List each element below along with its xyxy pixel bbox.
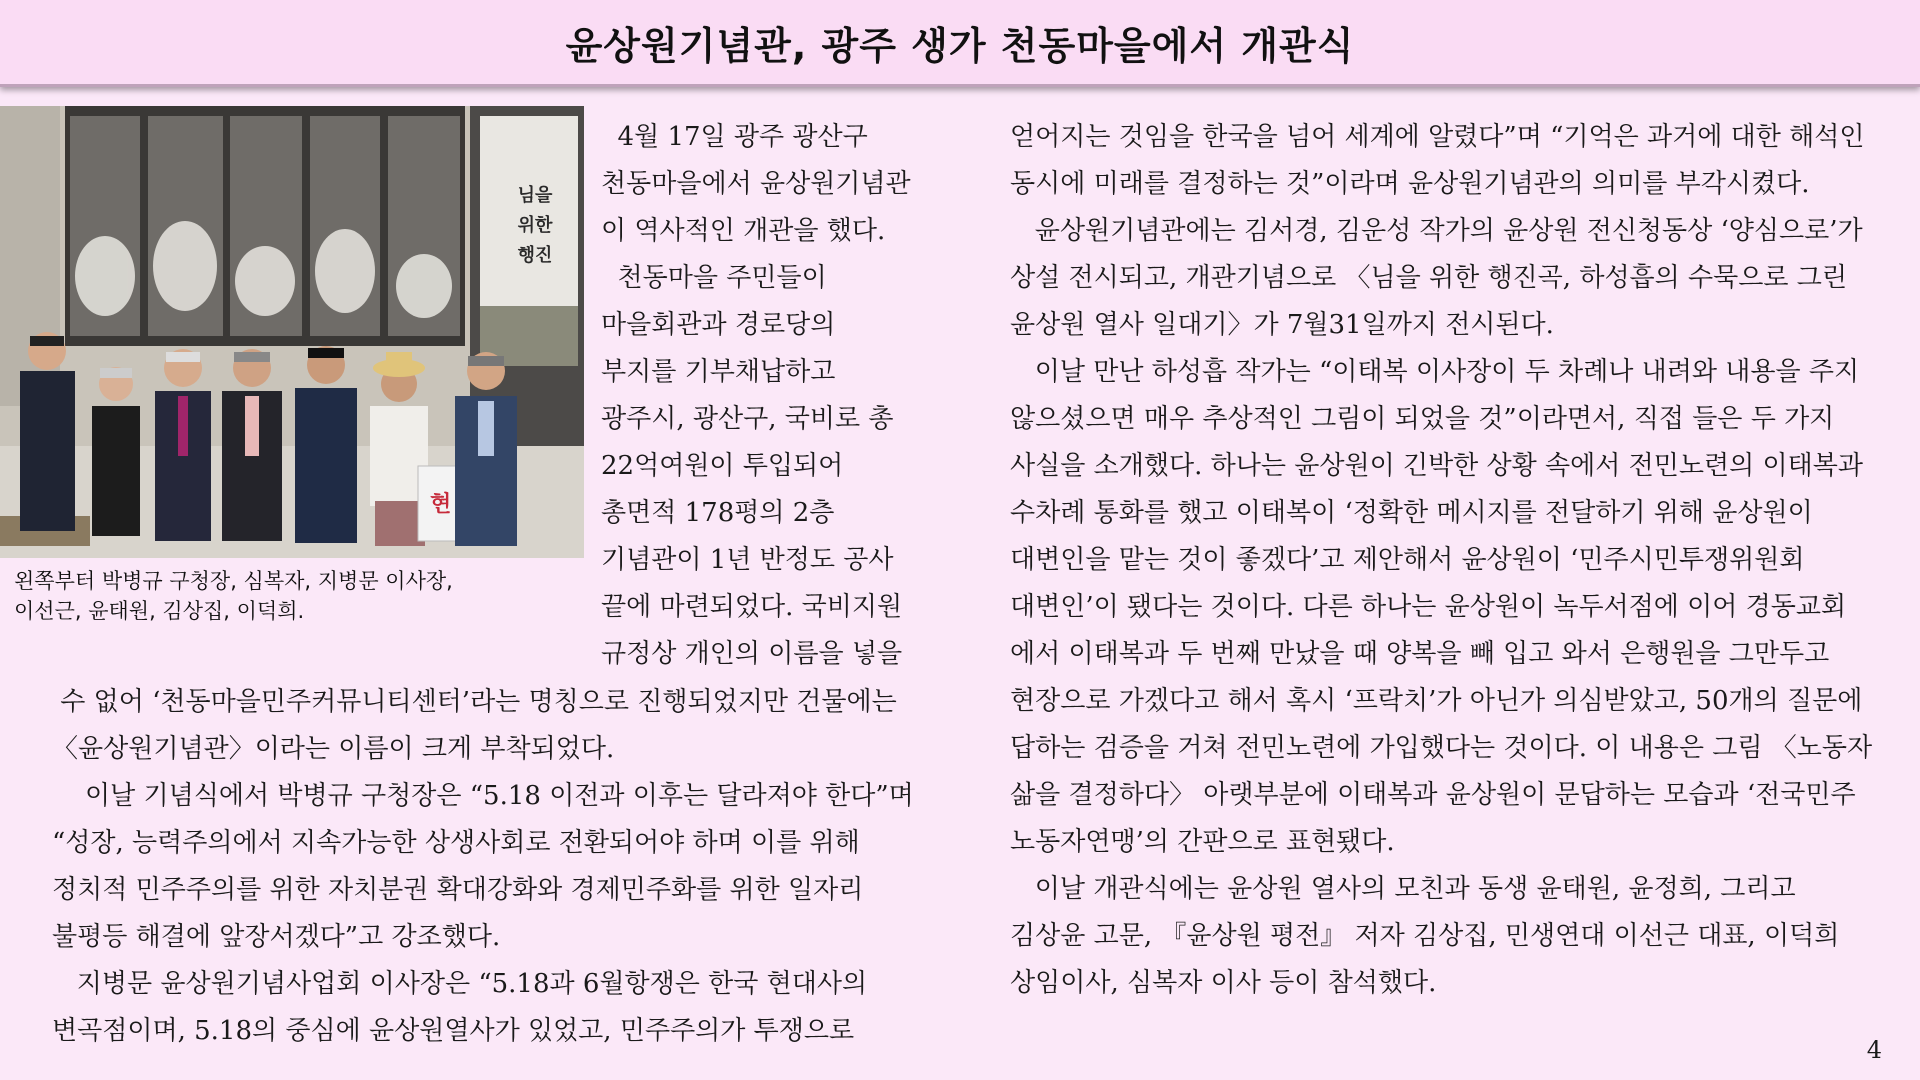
- photo-caption-line-1: 왼쪽부터 박병규 구청장, 심복자, 지병문 이사장,: [14, 569, 453, 593]
- text-line: 22억여원이 투입되어: [601, 451, 844, 481]
- text-line: 마을회관과 경로당의: [601, 310, 836, 340]
- text-line: 동시에 미래를 결정하는 것”이라며 윤상원기념관의 의미를 부각시켰다.: [1010, 169, 1810, 199]
- text-line: 상임이사, 심복자 이사 등이 참석했다.: [1010, 968, 1437, 998]
- text-line: 부지를 기부채납하고: [601, 357, 836, 387]
- photo-caption-line-2: 이선근, 윤태원, 김상집, 이덕희.: [14, 599, 305, 623]
- text-line: 4월 17일 광주 광산구: [601, 122, 868, 152]
- text-line: 이날 개관식에는 윤상원 열사의 모친과 동생 윤태원, 윤정희, 그리고: [1010, 874, 1796, 904]
- text-line: 정치적 민주주의를 위한 자치분권 확대강화와 경제민주화를 위한 일자리: [52, 875, 864, 905]
- page-number: 4: [1866, 1036, 1882, 1064]
- text-line: 이날 만난 하성흡 작가는 “이태복 이사장이 두 차례나 내려와 내용을 주지: [1010, 357, 1860, 387]
- text-line: 광주시, 광산구, 국비로 총: [601, 404, 894, 434]
- poster-text-1: 님을: [517, 185, 553, 206]
- text-line: 김상윤 고문, 『윤상원 평전』 저자 김상집, 민생연대 이선근 대표, 이덕희: [1010, 921, 1840, 951]
- text-line: 천동마을 주민들이: [601, 263, 827, 293]
- text-line: 수 없어 ‘천동마을민주커뮤니티센터’라는 명칭으로 진행되었지만 건물에는: [52, 687, 897, 717]
- poster-text-3: 행진: [517, 245, 553, 266]
- text-line: 에서 이태복과 두 번째 만났을 때 양복을 빼 입고 와서 은행원을 그만두고: [1010, 639, 1830, 669]
- group-photo-illustration: [0, 106, 584, 558]
- text-line: 규정상 개인의 이름을 넣을: [601, 639, 903, 669]
- article-column-2: [1010, 114, 1890, 1007]
- text-line: 상설 전시되고, 개관기념으로 〈님을 위한 행진곡, 하성흡의 수묵으로 그린: [1010, 263, 1848, 293]
- text-line: 답하는 검증을 거쳐 전민노련에 가입했다는 것이다. 이 내용은 그림 〈노동자: [1010, 733, 1873, 763]
- text-line: 〈윤상원기념관〉이라는 이름이 크게 부착되었다.: [52, 734, 615, 764]
- text-line: 이날 기념식에서 박병규 구청장은 “5.18 이전과 이후는 달라져야 한다”며: [52, 781, 914, 811]
- text-line: 총면적 178평의 2층: [601, 498, 835, 528]
- text-line: 얻어지는 것임을 한국을 넘어 세계에 알렸다”며 “기억은 과거에 대한 해석인: [1010, 122, 1865, 152]
- text-line: 사실을 소개했다. 하나는 윤상원이 긴박한 상황 속에서 전민노련의 이태복과: [1010, 451, 1863, 481]
- photo-caption: [14, 566, 574, 626]
- text-line: “성장, 능력주의에서 지속가능한 상생사회로 전환되어야 하며 이를 위해: [52, 828, 860, 858]
- text-line: 윤상원 열사 일대기〉가 7월31일까지 전시된다.: [1010, 310, 1554, 340]
- text-line: 삶을 결정하다〉 아랫부분에 이태복과 윤상원이 문답하는 모습과 ‘전국민주: [1010, 780, 1856, 810]
- text-line: 변곡점이며, 5.18의 중심에 윤상원열사가 있었고, 민주주의가 투쟁으로: [52, 1016, 855, 1046]
- text-line: 대변인’이 됐다는 것이다. 다른 하나는 윤상원이 녹두서점에 이어 경동교회: [1010, 592, 1847, 622]
- text-line: 윤상원기념관에는 김서경, 김운성 작가의 윤상원 전신청동상 ‘양심으로’가: [1010, 216, 1863, 246]
- text-line: 천동마을에서 윤상원기념관: [601, 169, 911, 199]
- text-line: 않으셨으면 매우 추상적인 그림이 되었을 것”이라면서, 직접 들은 두 가지: [1010, 404, 1835, 434]
- poster-text-2: 위한: [517, 215, 553, 236]
- text-line: 끝에 마련되었다. 국비지원: [601, 592, 903, 622]
- text-line: 대변인을 맡는 것이 좋겠다’고 제안해서 윤상원이 ‘민주시민투쟁위원회: [1010, 545, 1805, 575]
- text-line: 노동자연맹’의 간판으로 표현됐다.: [1010, 827, 1395, 857]
- text-line: 기념관이 1년 반정도 공사: [601, 545, 894, 575]
- page-title: 윤상원기념관, 광주 생가 천동마을에서 개관식: [565, 23, 1355, 68]
- article-column-1-bottom: [52, 679, 952, 1055]
- bag-text: 현: [430, 492, 452, 517]
- text-line: 현장으로 가겠다고 해서 혹시 ‘프락치’가 아닌가 의심받았고, 50개의 질문에: [1010, 686, 1863, 716]
- text-line: 수차례 통화를 했고 이태복이 ‘정확한 메시지를 전달하기 위해 윤상원이: [1010, 498, 1813, 528]
- text-line: 지병문 윤상원기념사업회 이사장은 “5.18과 6월항쟁은 한국 현대사의: [52, 969, 868, 999]
- page-header: [0, 0, 1920, 87]
- text-line: 불평등 해결에 앞장서겠다”고 강조했다.: [52, 922, 501, 952]
- group-photo: [0, 106, 584, 558]
- text-line: 이 역사적인 개관을 했다.: [601, 216, 886, 246]
- article-column-1-top: [601, 114, 931, 678]
